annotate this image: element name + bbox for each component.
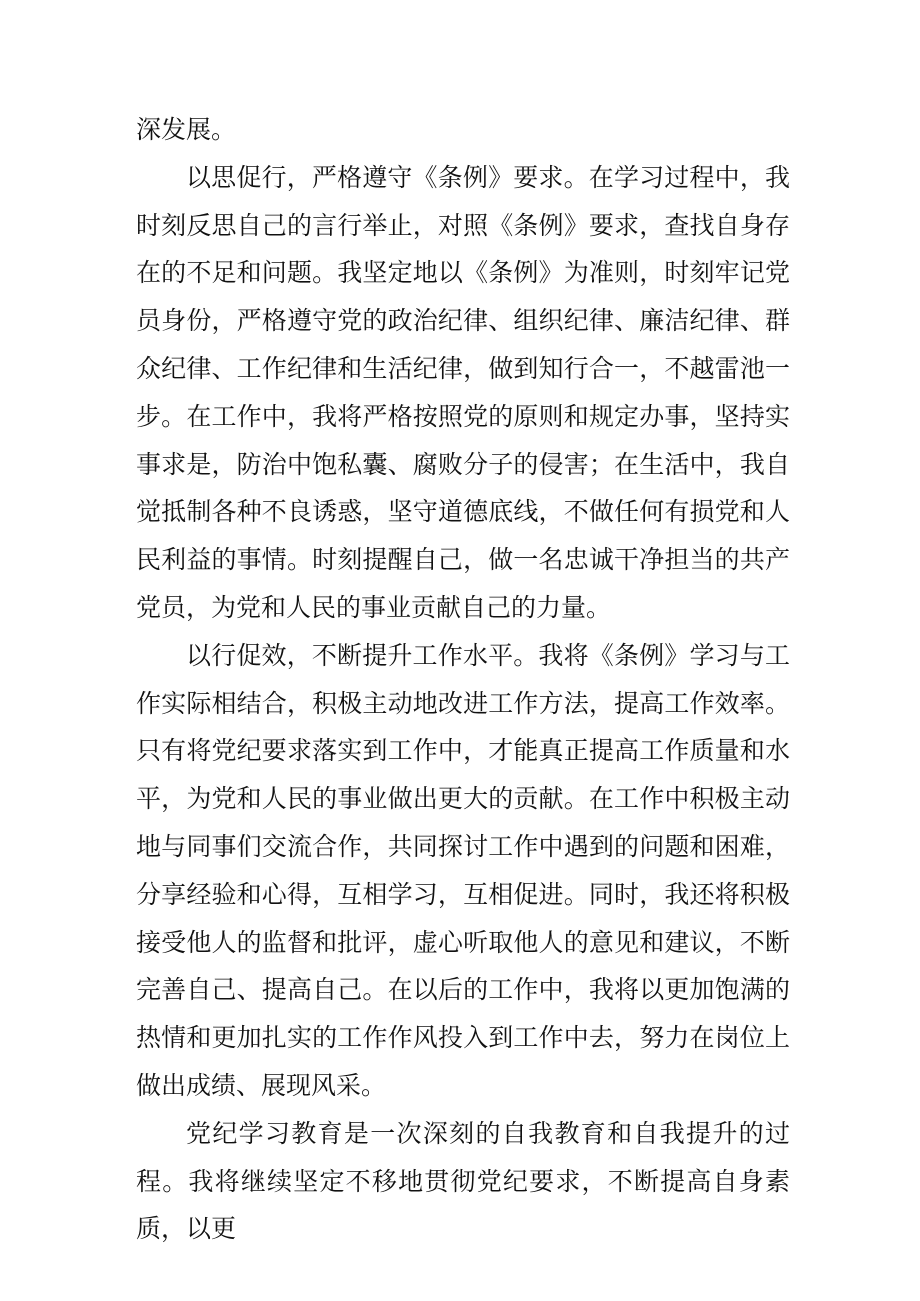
paragraph-continuation: 深发展。 [136,115,237,144]
body-text [136,106,790,1253]
paragraph-conclusion: 党纪学习教育是一次深刻的自我教育和自我提升的过程。我将继续坚定不移地贯彻党纪要求，不断提高自身素质，以更 [136,1118,790,1244]
paragraph-work-improvement: 以行促效，不断提升工作水平。我将《条例》学习与工作实际相结合，积极主动地改进工作方法，提高工作效率。只有将党纪要求落实到工作中，才能真正提高工作质量和水平，为党和人民的事业做出更大的贡献。在工作中积极主动地与同事们交流合作，共同探讨工作中遇到的问题和困难，分享经验和心得，互相学习，互相促进。同时，我还将积极接受他人的监督和批评，虚心听取他人的意见和建议，不断完善自己、提高自己。在以后的工作中，我将以更加饱满的热情和更加扎实的工作作风投入到工作中去，努力在岗位上做出成绩、展现风采。 [136,640,790,1100]
paragraph-reflection: 以思促行，严格遵守《条例》要求。在学习过程中，我时刻反思自己的言行举止，对照《条例》要求，查找自身存在的不足和问题。我坚定地以《条例》为准则，时刻牢记党员身份，严格遵守党的政治纪律、组织纪律、廉洁纪律、群众纪律、工作纪律和生活纪律，做到知行合一，不越雷池一步。在工作中，我将严格按照党的原则和规定办事，坚持实事求是，防治中饱私囊、腐败分子的侵害；在生活中，我自觉抵制各种不良诱惑，坚守道德底线，不做任何有损党和人民利益的事情。时刻提醒自己，做一名忠诚干净担当的共产党员，为党和人民的事业贡献自己的力量。 [136,162,790,622]
